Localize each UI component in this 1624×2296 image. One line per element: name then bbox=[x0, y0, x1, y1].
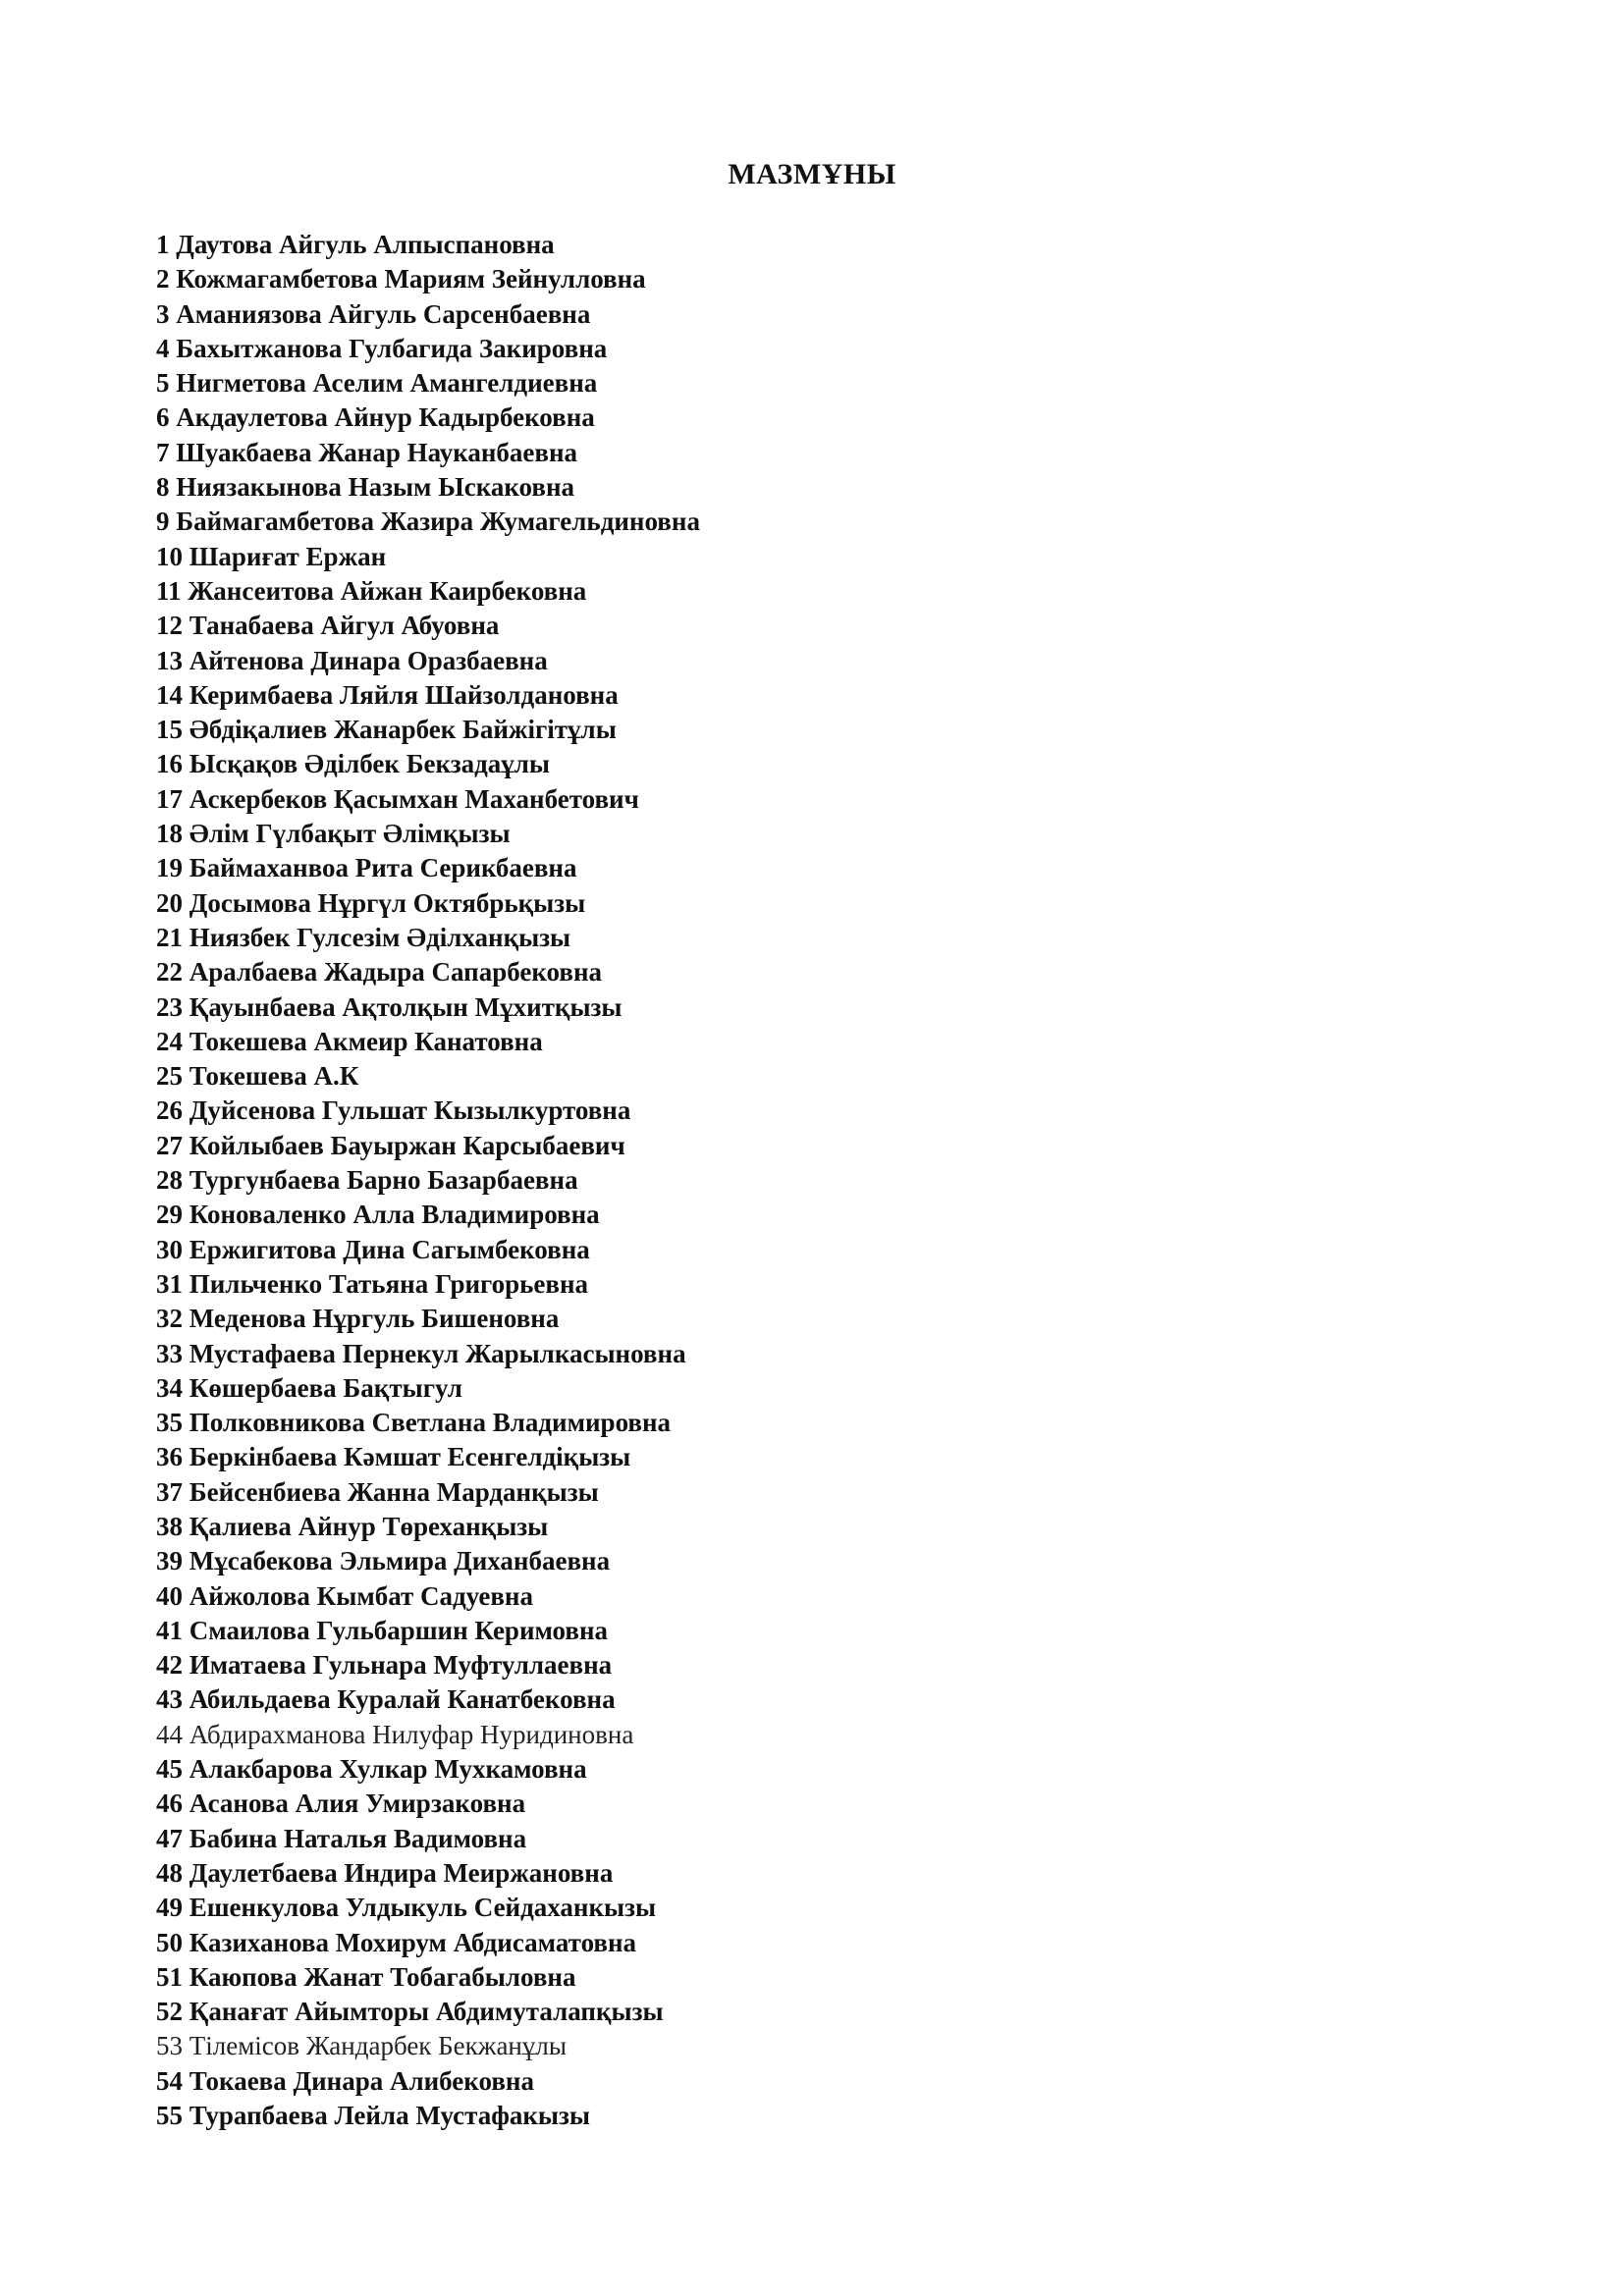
toc-entry bbox=[156, 1752, 700, 1787]
toc-entry bbox=[156, 1059, 700, 1094]
toc-entry bbox=[156, 470, 700, 505]
toc-entry-number: 48 bbox=[156, 1857, 183, 1888]
toc-entry-name: Керимбаева Ляйля Шайзолдановна bbox=[189, 679, 619, 710]
toc-entry-number: 37 bbox=[156, 1476, 183, 1507]
toc-entry-name: Казиханова Мохирум Абдисаматовна bbox=[189, 1927, 637, 1957]
toc-entry-name: Полковникова Светлана Владимировна bbox=[189, 1408, 672, 1438]
toc-entry bbox=[156, 817, 700, 851]
toc-entry bbox=[156, 1995, 700, 2029]
toc-entry bbox=[156, 1267, 700, 1302]
toc-entry-number: 7 bbox=[156, 437, 170, 467]
toc-entry bbox=[156, 1544, 700, 1578]
toc-entry-name: Жансеитова Айжан Каирбековна bbox=[188, 575, 587, 606]
toc-entry bbox=[156, 1682, 700, 1717]
toc-entry-name: Әбдіқалиев Жанарбек Байжігітұлы bbox=[189, 715, 617, 745]
toc-entry-name: Асанова Алия Умирзаковна bbox=[189, 1789, 526, 1819]
toc-entry bbox=[156, 1475, 700, 1510]
toc-entry-number: 11 bbox=[156, 575, 182, 606]
toc-entry-number: 47 bbox=[156, 1823, 183, 1853]
toc-entry-name: Ешенкулова Улдыкуль Сейдаханкызы bbox=[189, 1893, 657, 1923]
toc-entry-name: Тілемісов Жандарбек Бекжанұлы bbox=[189, 2031, 567, 2061]
toc-entry bbox=[156, 1129, 700, 1163]
toc-entry-name: Даутова Айгуль Алпыспановна bbox=[176, 230, 555, 259]
table-of-contents bbox=[156, 228, 700, 2133]
toc-entry bbox=[156, 400, 700, 435]
toc-entry bbox=[156, 1025, 700, 1059]
toc-entry bbox=[156, 678, 700, 713]
toc-entry bbox=[156, 713, 700, 747]
toc-entry-name: Нигметова Аселим Амангелдиевна bbox=[176, 368, 598, 399]
toc-entry-name: Ержигитова Дина Сагымбековна bbox=[189, 1234, 590, 1264]
toc-entry bbox=[156, 1891, 700, 1925]
toc-entry-number: 9 bbox=[156, 507, 170, 537]
toc-entry-name: Көшербаева Бақтыгул bbox=[189, 1372, 462, 1403]
toc-entry-name: Мустафаева Пернекул Жарылкасыновна bbox=[189, 1338, 686, 1368]
toc-entry-name: Токешева Акмеир Канатовна bbox=[189, 1026, 543, 1056]
toc-entry bbox=[156, 366, 700, 400]
toc-entry-name: Смаилова Гульбаршин Керимовна bbox=[189, 1615, 609, 1645]
toc-entry-number: 23 bbox=[156, 991, 183, 1022]
toc-entry bbox=[156, 262, 700, 296]
toc-entry bbox=[156, 609, 700, 643]
toc-entry-number: 42 bbox=[156, 1650, 183, 1681]
toc-entry-name: Коноваленко Алла Владимировна bbox=[189, 1200, 600, 1230]
toc-entry-number: 28 bbox=[156, 1165, 183, 1196]
toc-entry-name: Қалиева Айнур Төреханқызы bbox=[189, 1511, 549, 1541]
toc-entry-number: 13 bbox=[156, 645, 183, 675]
toc-entry-number: 4 bbox=[156, 333, 170, 363]
toc-entry-name: Ниязбек Гулсезім Әділханқызы bbox=[189, 922, 571, 952]
toc-entry-name: Иматаева Гульнара Муфтуллаевна bbox=[189, 1650, 613, 1681]
toc-entry-name: Қанағат Айымторы Абдимуталапқызы bbox=[189, 1997, 664, 2027]
toc-entry-number: 36 bbox=[156, 1442, 183, 1472]
toc-entry-name: Аскербеков Қасымхан Маханбетович bbox=[189, 783, 639, 814]
toc-entry-number: 54 bbox=[156, 2065, 183, 2096]
toc-entry-number: 21 bbox=[156, 922, 183, 952]
toc-entry-number: 43 bbox=[156, 1684, 183, 1715]
toc-entry-number: 20 bbox=[156, 887, 183, 918]
toc-entry-name: Шуакбаева Жанар Науканбаевна bbox=[176, 437, 578, 467]
toc-entry-name: Абдирахманова Нилуфар Нуридиновна bbox=[189, 1719, 634, 1749]
toc-entry-name: Баймагамбетова Жазира Жумагельдиновна bbox=[176, 507, 700, 537]
toc-entry-number: 3 bbox=[156, 298, 170, 329]
toc-entry bbox=[156, 747, 700, 781]
toc-entry bbox=[156, 297, 700, 332]
toc-entry bbox=[156, 1787, 700, 1821]
toc-entry-number: 5 bbox=[156, 368, 170, 399]
toc-entry-number: 19 bbox=[156, 853, 183, 883]
toc-entry-name: Досымова Нұргүл Октябрьқызы bbox=[189, 887, 586, 918]
toc-entry-number: 1 bbox=[156, 230, 170, 259]
toc-entry-number: 26 bbox=[156, 1095, 183, 1126]
toc-entry bbox=[156, 1233, 700, 1267]
toc-entry-number: 12 bbox=[156, 611, 183, 641]
toc-entry-number: 16 bbox=[156, 749, 183, 779]
toc-entry-number: 45 bbox=[156, 1754, 183, 1785]
toc-entry-name: Қауынбаева Ақтолқын Мұхитқызы bbox=[189, 991, 623, 1022]
toc-entry bbox=[156, 990, 700, 1025]
toc-entry-name: Абильдаева Куралай Канатбековна bbox=[189, 1684, 616, 1715]
toc-entry-number: 40 bbox=[156, 1580, 183, 1611]
toc-entry-name: Ниязакынова Назым Ыскаковна bbox=[176, 472, 575, 503]
toc-entry bbox=[156, 1614, 700, 1648]
toc-entry-number: 46 bbox=[156, 1789, 183, 1819]
toc-entry bbox=[156, 921, 700, 955]
toc-entry bbox=[156, 1822, 700, 1856]
toc-entry-name: Турапбаева Лейла Мустафакызы bbox=[189, 2101, 590, 2131]
toc-entry bbox=[156, 1163, 700, 1198]
toc-entry-number: 34 bbox=[156, 1372, 183, 1403]
toc-entry-number: 38 bbox=[156, 1511, 183, 1541]
toc-entry bbox=[156, 1371, 700, 1406]
toc-entry-name: Шариғат Ержан bbox=[189, 541, 387, 571]
toc-entry-number: 6 bbox=[156, 402, 170, 433]
toc-entry-number: 17 bbox=[156, 783, 183, 814]
toc-entry-number: 49 bbox=[156, 1893, 183, 1923]
toc-entry-number: 25 bbox=[156, 1061, 183, 1092]
toc-entry-name: Әлім Гүлбақыт Әлімқызы bbox=[189, 819, 511, 849]
toc-entry-name: Койлыбаев Бауыржан Карсыбаевич bbox=[189, 1130, 625, 1160]
toc-entry bbox=[156, 955, 700, 989]
toc-entry bbox=[156, 1094, 700, 1128]
toc-entry bbox=[156, 540, 700, 574]
toc-entry bbox=[156, 1926, 700, 1960]
toc-entry-number: 22 bbox=[156, 957, 183, 988]
toc-entry-name: Ысқақов Әділбек Бекзадаұлы bbox=[189, 749, 550, 779]
toc-entry-name: Баймаханвоа Рита Серикбаевна bbox=[189, 853, 577, 883]
toc-entry-number: 24 bbox=[156, 1026, 183, 1056]
toc-entry-number: 14 bbox=[156, 679, 183, 710]
toc-entry-name: Акдаулетова Айнур Кадырбековна bbox=[176, 402, 595, 433]
toc-entry bbox=[156, 1302, 700, 1336]
toc-entry-name: Аралбаева Жадыра Сапарбековна bbox=[189, 957, 603, 988]
toc-entry bbox=[156, 782, 700, 817]
toc-entry bbox=[156, 574, 700, 609]
toc-entry-number: 31 bbox=[156, 1268, 183, 1299]
toc-entry-number: 51 bbox=[156, 1961, 183, 1992]
toc-entry-number: 44 bbox=[156, 1719, 183, 1749]
toc-entry-number: 18 bbox=[156, 819, 183, 849]
page-title: МАЗМҰНЫ bbox=[728, 158, 896, 190]
toc-entry-name: Мұсабекова Эльмира Диханбаевна bbox=[189, 1546, 611, 1576]
toc-entry-number: 30 bbox=[156, 1234, 183, 1264]
toc-entry-number: 41 bbox=[156, 1615, 183, 1645]
toc-entry-number: 10 bbox=[156, 541, 183, 571]
toc-entry bbox=[156, 1510, 700, 1544]
toc-entry bbox=[156, 436, 700, 470]
toc-entry-name: Токаева Динара Алибековна bbox=[189, 2065, 534, 2096]
toc-entry-number: 27 bbox=[156, 1130, 183, 1160]
toc-entry-number: 55 bbox=[156, 2101, 183, 2131]
toc-entry-name: Танабаева Айгул Абуовна bbox=[189, 611, 500, 641]
toc-entry-number: 53 bbox=[156, 2031, 183, 2061]
toc-entry-number: 29 bbox=[156, 1200, 183, 1230]
toc-entry bbox=[156, 2064, 700, 2099]
toc-entry-name: Дуйсенова Гульшат Кызылкуртовна bbox=[189, 1095, 631, 1126]
toc-entry-name: Токешева А.К bbox=[189, 1061, 359, 1092]
toc-entry bbox=[156, 1337, 700, 1371]
toc-entry-name: Аманиязова Айгуль Сарсенбаевна bbox=[176, 298, 591, 329]
toc-entry bbox=[156, 1198, 700, 1232]
toc-entry bbox=[156, 505, 700, 539]
toc-entry bbox=[156, 1579, 700, 1614]
toc-entry-name: Айтенова Динара Оразбаевна bbox=[189, 645, 548, 675]
toc-entry bbox=[156, 851, 700, 885]
toc-entry-number: 8 bbox=[156, 472, 170, 503]
toc-entry-number: 15 bbox=[156, 715, 183, 745]
toc-entry-name: Каюпова Жанат Тобагабыловна bbox=[189, 1961, 576, 1992]
toc-entry-name: Меденова Нұргуль Бишеновна bbox=[189, 1304, 560, 1334]
toc-entry-number: 35 bbox=[156, 1408, 183, 1438]
toc-entry bbox=[156, 644, 700, 678]
toc-entry bbox=[156, 1960, 700, 1995]
toc-entry-name: Бахытжанова Гулбагида Закировна bbox=[176, 333, 608, 363]
toc-entry-name: Алакбарова Хулкар Мухкамовна bbox=[189, 1754, 587, 1785]
toc-entry bbox=[156, 1718, 700, 1752]
toc-entry bbox=[156, 2029, 700, 2063]
toc-entry-name: Кожмагамбетова Мариям Зейнулловна bbox=[176, 264, 646, 294]
toc-entry-name: Даулетбаева Индира Меиржановна bbox=[189, 1857, 614, 1888]
toc-entry-name: Пильченко Татьяна Григорьевна bbox=[189, 1268, 589, 1299]
toc-entry bbox=[156, 1648, 700, 1682]
toc-entry-number: 52 bbox=[156, 1997, 183, 2027]
toc-entry-number: 32 bbox=[156, 1304, 183, 1334]
toc-entry-name: Бейсенбиева Жанна Марданқызы bbox=[189, 1476, 599, 1507]
toc-entry-number: 2 bbox=[156, 264, 170, 294]
toc-entry-name: Тургунбаева Барно Базарбаевна bbox=[189, 1165, 578, 1196]
toc-entry-name: Айжолова Кымбат Садуевна bbox=[189, 1580, 533, 1611]
toc-entry bbox=[156, 1406, 700, 1440]
toc-entry bbox=[156, 2099, 700, 2133]
toc-entry-name: Бабина Наталья Вадимовна bbox=[189, 1823, 527, 1853]
toc-entry-name: Беркінбаева Кәмшат Есенгелдіқызы bbox=[189, 1442, 631, 1472]
toc-entry bbox=[156, 886, 700, 921]
toc-entry bbox=[156, 332, 700, 366]
toc-entry bbox=[156, 1440, 700, 1474]
toc-entry bbox=[156, 1856, 700, 1891]
toc-entry-number: 50 bbox=[156, 1927, 183, 1957]
toc-entry-number: 39 bbox=[156, 1546, 183, 1576]
toc-entry bbox=[156, 228, 700, 262]
toc-entry-number: 33 bbox=[156, 1338, 183, 1368]
